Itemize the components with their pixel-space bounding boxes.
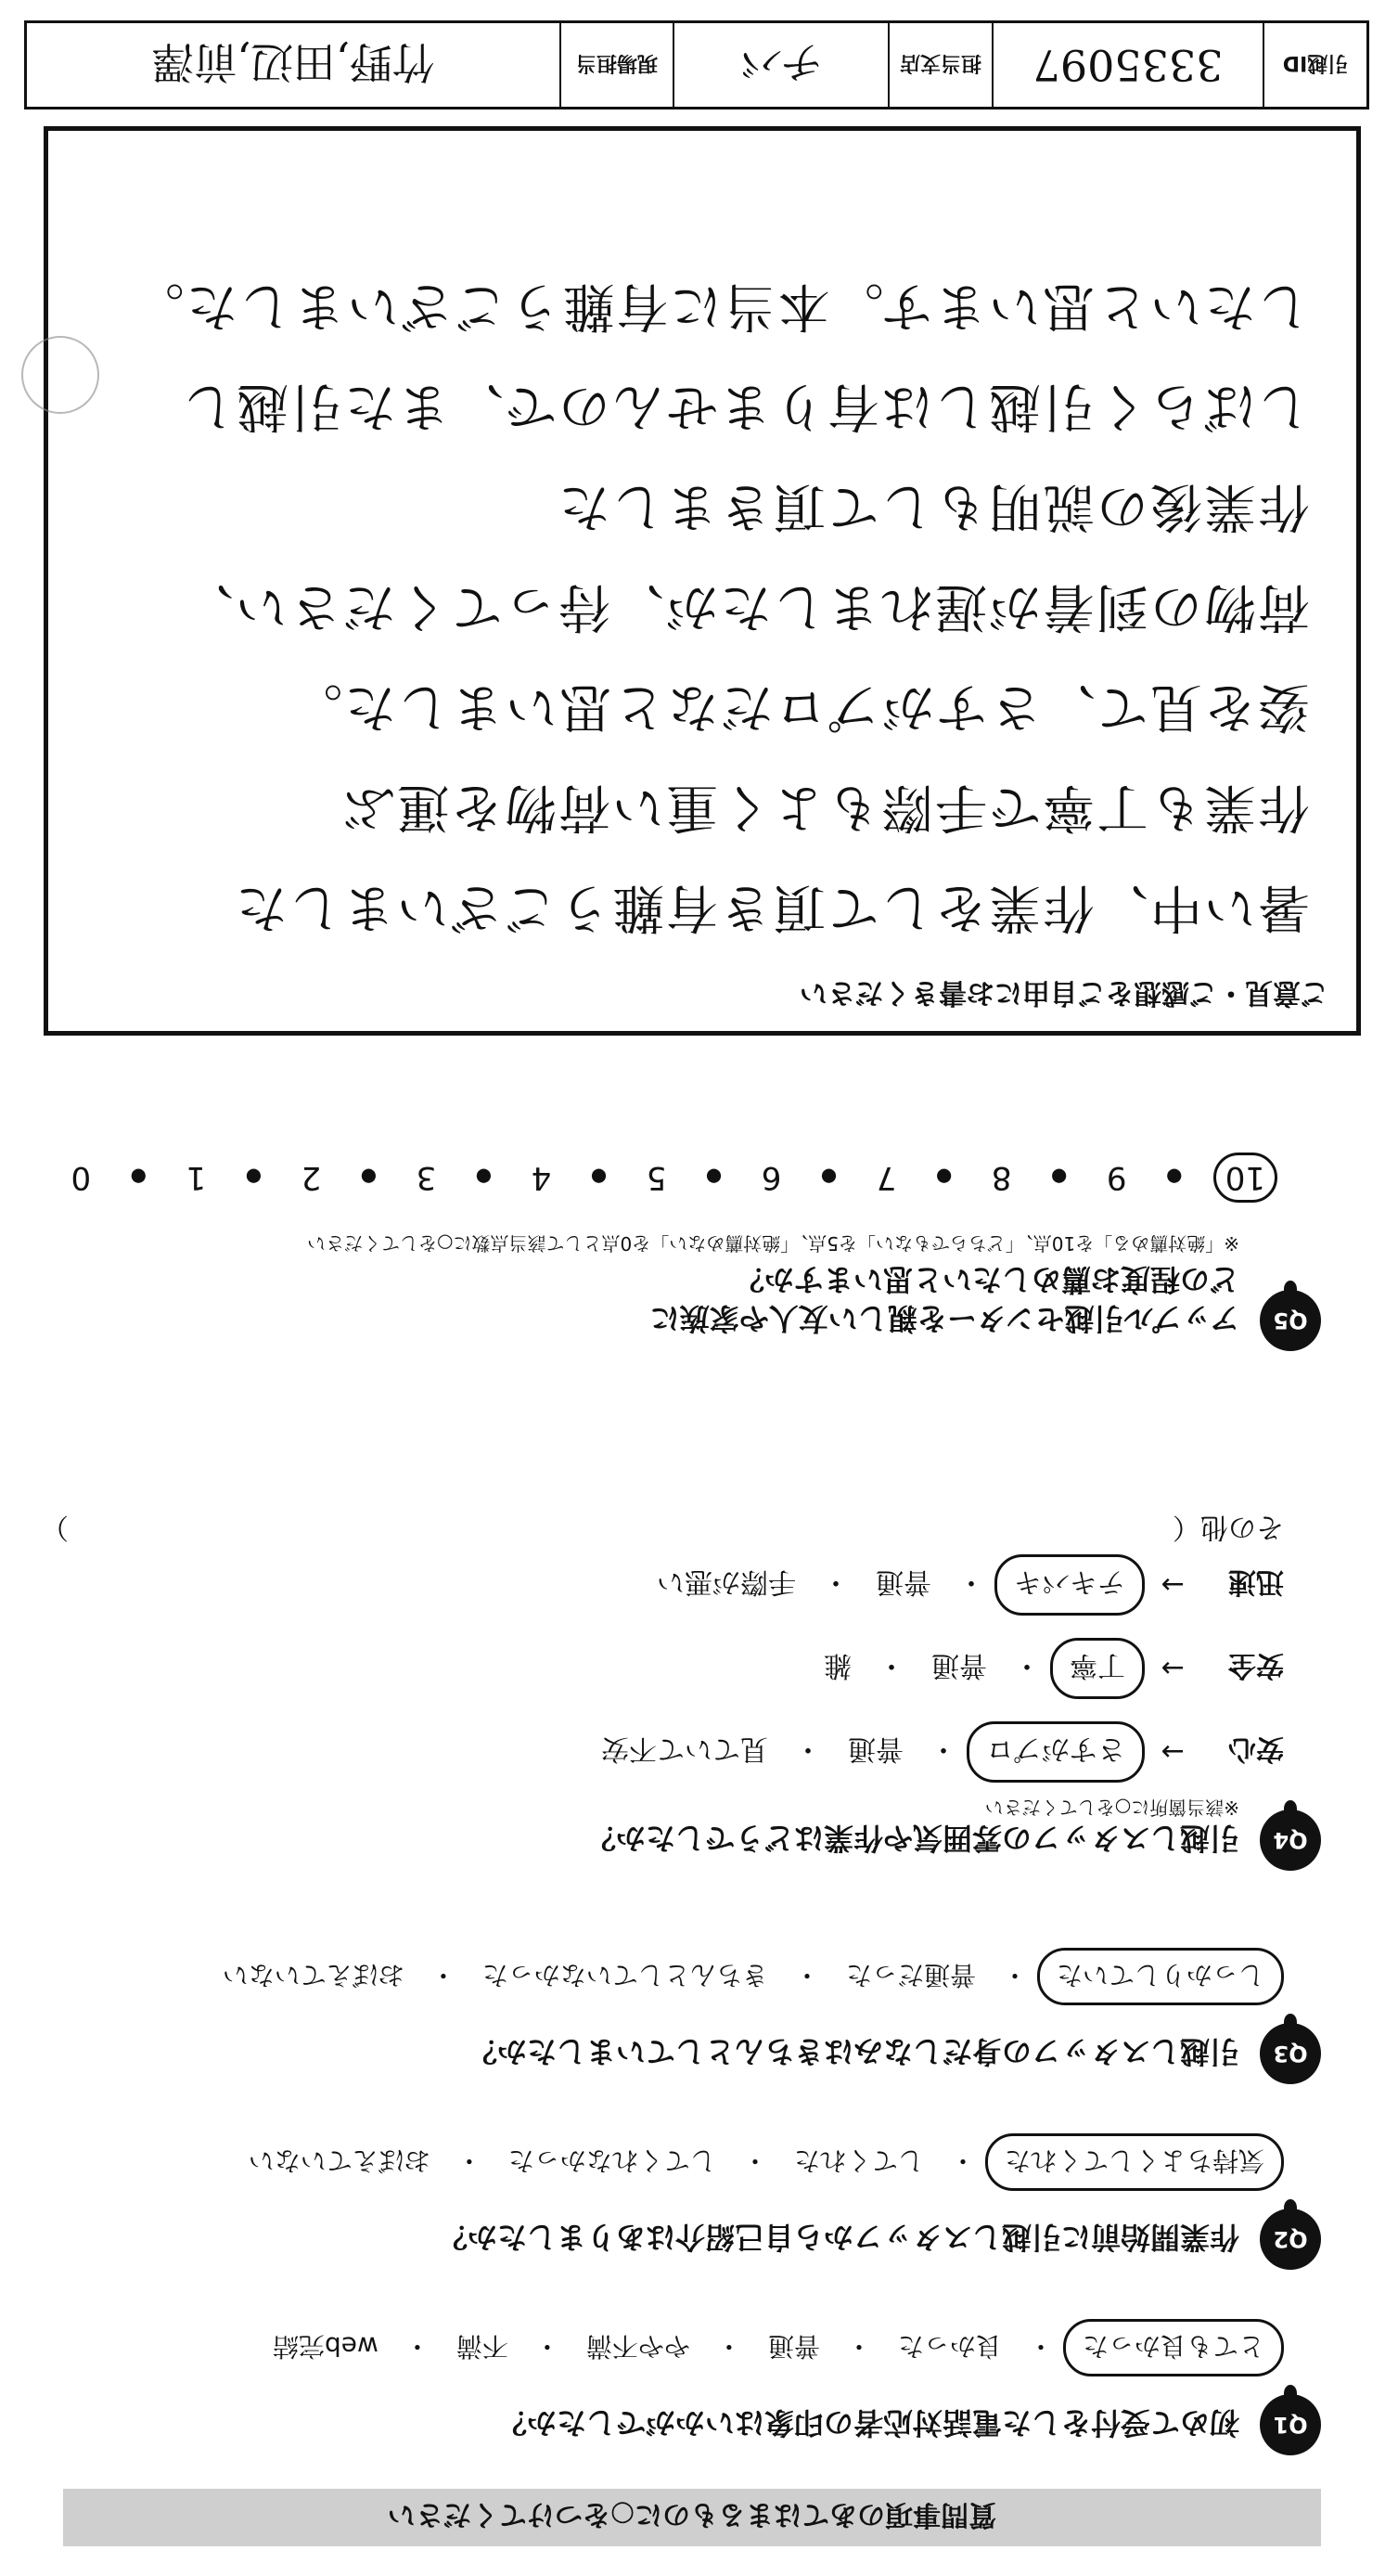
question-4 [41, 1511, 1321, 1871]
comment-line: 作業も丁寧で手際もよく重い荷物を運ぶ [341, 777, 1310, 837]
q4-row-jinsoku: 迅速 → テキパキ ・ 普通 ・ 手際が悪い [640, 1554, 1284, 1616]
q4-other-row [41, 1510, 1284, 1551]
scale-value[interactable]: 0 [71, 1159, 92, 1196]
scale-value[interactable]: 3 [416, 1159, 437, 1196]
scale-value[interactable]: 10 [1213, 1153, 1277, 1203]
header-table [24, 20, 1369, 109]
q4-option[interactable]: テキパキ [994, 1554, 1145, 1616]
q2-option[interactable]: おぼえていない [248, 2145, 430, 2176]
scale-value[interactable]: 4 [531, 1159, 552, 1196]
q4-option[interactable]: 雑 [824, 1649, 852, 1681]
comment-line: したいと思います。本当に有難うございました。 [130, 276, 1310, 336]
question-1 [41, 2316, 1321, 2455]
comment-line: 作業後の説明もして頂きました [557, 476, 1310, 536]
comment-box-title: ご意見・ご感想をご自由にお書きください [800, 976, 1328, 1009]
q5-text: アップル引越センターを親しい友人や家族に [649, 1301, 1239, 1336]
q4-option[interactable]: 丁寧 [1050, 1638, 1145, 1699]
q4-other-label: その他（ [1173, 1511, 1284, 1543]
q1-option[interactable]: web完結 [272, 2331, 378, 2362]
q1-options: とても良かった ・ 良かった ・ 普通 ・ やや不満 ・ 不満 ・ web完結 [256, 2319, 1284, 2376]
q1-option[interactable]: とても良かった [1063, 2319, 1284, 2376]
scale-value[interactable]: 7 [876, 1159, 897, 1196]
q3-option[interactable]: おぼえていない [222, 1960, 404, 1990]
q4-row-anshin: 安心 → さすがプロ ・ 普通 ・ 見ていて不安 [584, 1721, 1284, 1783]
q5-scale: 10 ● 9 ● 8 ● 7 ● 6 ● 5 ● 4 ● 3 ● 2 ● 1 ● 0 [62, 1153, 1277, 1203]
q1-option[interactable]: 不満 [455, 2331, 508, 2362]
q2-option[interactable]: 気持ちよくしてくれた [985, 2133, 1284, 2191]
scale-value[interactable]: 8 [991, 1159, 1012, 1196]
q3-text: 引越しスタッフの身だしなみはきちんとしていましたか？ [467, 2034, 1239, 2069]
id-value: 3335097 [992, 23, 1263, 107]
q4-note: ※該当箇所に○をしてください [984, 1797, 1239, 1819]
q4-badge: Q4 [1260, 1810, 1321, 1871]
q4-row-head: 安全 [1228, 1649, 1284, 1681]
q2-text: 作業開始前に引越しスタッフから自己紹介はありましたか？ [437, 2220, 1239, 2255]
handwritten-comment [85, 255, 1310, 957]
q5-badge: Q5 [1260, 1290, 1321, 1351]
q2-badge: Q2 [1260, 2209, 1321, 2270]
q4-option[interactable]: 手際が悪い [657, 1565, 796, 1598]
arrow-right-icon: → [1161, 1735, 1185, 1769]
q2-option[interactable]: してくれた [793, 2145, 924, 2176]
arrow-right-icon: → [1161, 1652, 1185, 1685]
q1-badge: Q1 [1260, 2394, 1321, 2455]
q3-options: しっかりしていた ・ 普通だった ・ きちんとしていなかった ・ おぼえていない [206, 1948, 1284, 2005]
id-label: 引越ID [1263, 23, 1366, 107]
q3-badge: Q3 [1260, 2023, 1321, 2084]
q3-option[interactable]: きちんとしていなかった [481, 1960, 768, 1990]
scale-value[interactable]: 1 [186, 1159, 207, 1196]
comment-line: 荷物の到着が遅れましたが、待ってください、 [180, 576, 1310, 637]
instruction-banner: 質問事項のあてはまるものに○をつけてください [63, 2489, 1321, 2546]
scale-value[interactable]: 5 [646, 1159, 667, 1196]
leader-value: 竹野,田辺,前澤 [151, 37, 435, 87]
branch-label: 担当支店 [888, 23, 992, 107]
branch-value: チバ [673, 23, 888, 107]
q4-option[interactable]: 見ていて不安 [601, 1732, 768, 1765]
leader-label: 現場担当 [559, 23, 673, 107]
q2-options: 気持ちよくしてくれた ・ してくれた ・ してくれなかった ・ おぼえていない [232, 2133, 1284, 2191]
comment-line: 姿を見て、さすがプロだなと思いました。 [289, 676, 1310, 737]
q4-row-head: 安心 [1228, 1732, 1284, 1765]
scale-value[interactable]: 2 [301, 1159, 322, 1196]
postmark-stamp [21, 336, 99, 414]
q2-option[interactable]: してくれなかった [507, 2145, 716, 2176]
question-5 [41, 1230, 1321, 1351]
question-2 [41, 2131, 1321, 2270]
q4-row-anzen: 安全 → 丁寧 ・ 普通 ・ 雑 [807, 1638, 1284, 1699]
comment-box [44, 126, 1361, 1036]
q4-option[interactable]: 普通 [931, 1649, 987, 1681]
scale-value[interactable]: 6 [761, 1159, 782, 1196]
comment-line: 暑い中、作業をして頂き有難うございました [234, 877, 1310, 937]
q1-option[interactable]: やや不満 [585, 2331, 690, 2362]
q1-option[interactable]: 良かった [897, 2331, 1002, 2362]
q3-option[interactable]: しっかりしていた [1037, 1948, 1284, 2005]
q5-text-2: どの程度お薦めしたいと思いますか？ [734, 1262, 1239, 1297]
q4-other-close: ） [41, 1511, 69, 1543]
q4-option[interactable]: さすがプロ [967, 1721, 1145, 1783]
question-3 [41, 1945, 1321, 2084]
q4-row-head: 迅速 [1228, 1565, 1284, 1598]
arrow-right-icon: → [1161, 1568, 1185, 1602]
q4-option[interactable]: 普通 [876, 1565, 931, 1598]
comment-line: しばらく引越しは有りませんので、また引越し [181, 376, 1310, 436]
q5-note: ※「絶対薦める」を10点、「どちらでもない」を5点、「絶対薦めない」を0点として該当点数に○をしてください [307, 1232, 1239, 1255]
q4-text: 引越しスタッフの雰囲気や作業はどうでしたか？ [585, 1821, 1239, 1856]
q3-option[interactable]: 普通だった [845, 1960, 976, 1990]
scale-value[interactable]: 9 [1106, 1159, 1127, 1196]
q1-option[interactable]: 普通 [767, 2331, 820, 2362]
q1-text: 初めて受付をした電話対応者の印象はいかがでしたか？ [496, 2405, 1239, 2441]
q4-option[interactable]: 普通 [848, 1732, 904, 1765]
